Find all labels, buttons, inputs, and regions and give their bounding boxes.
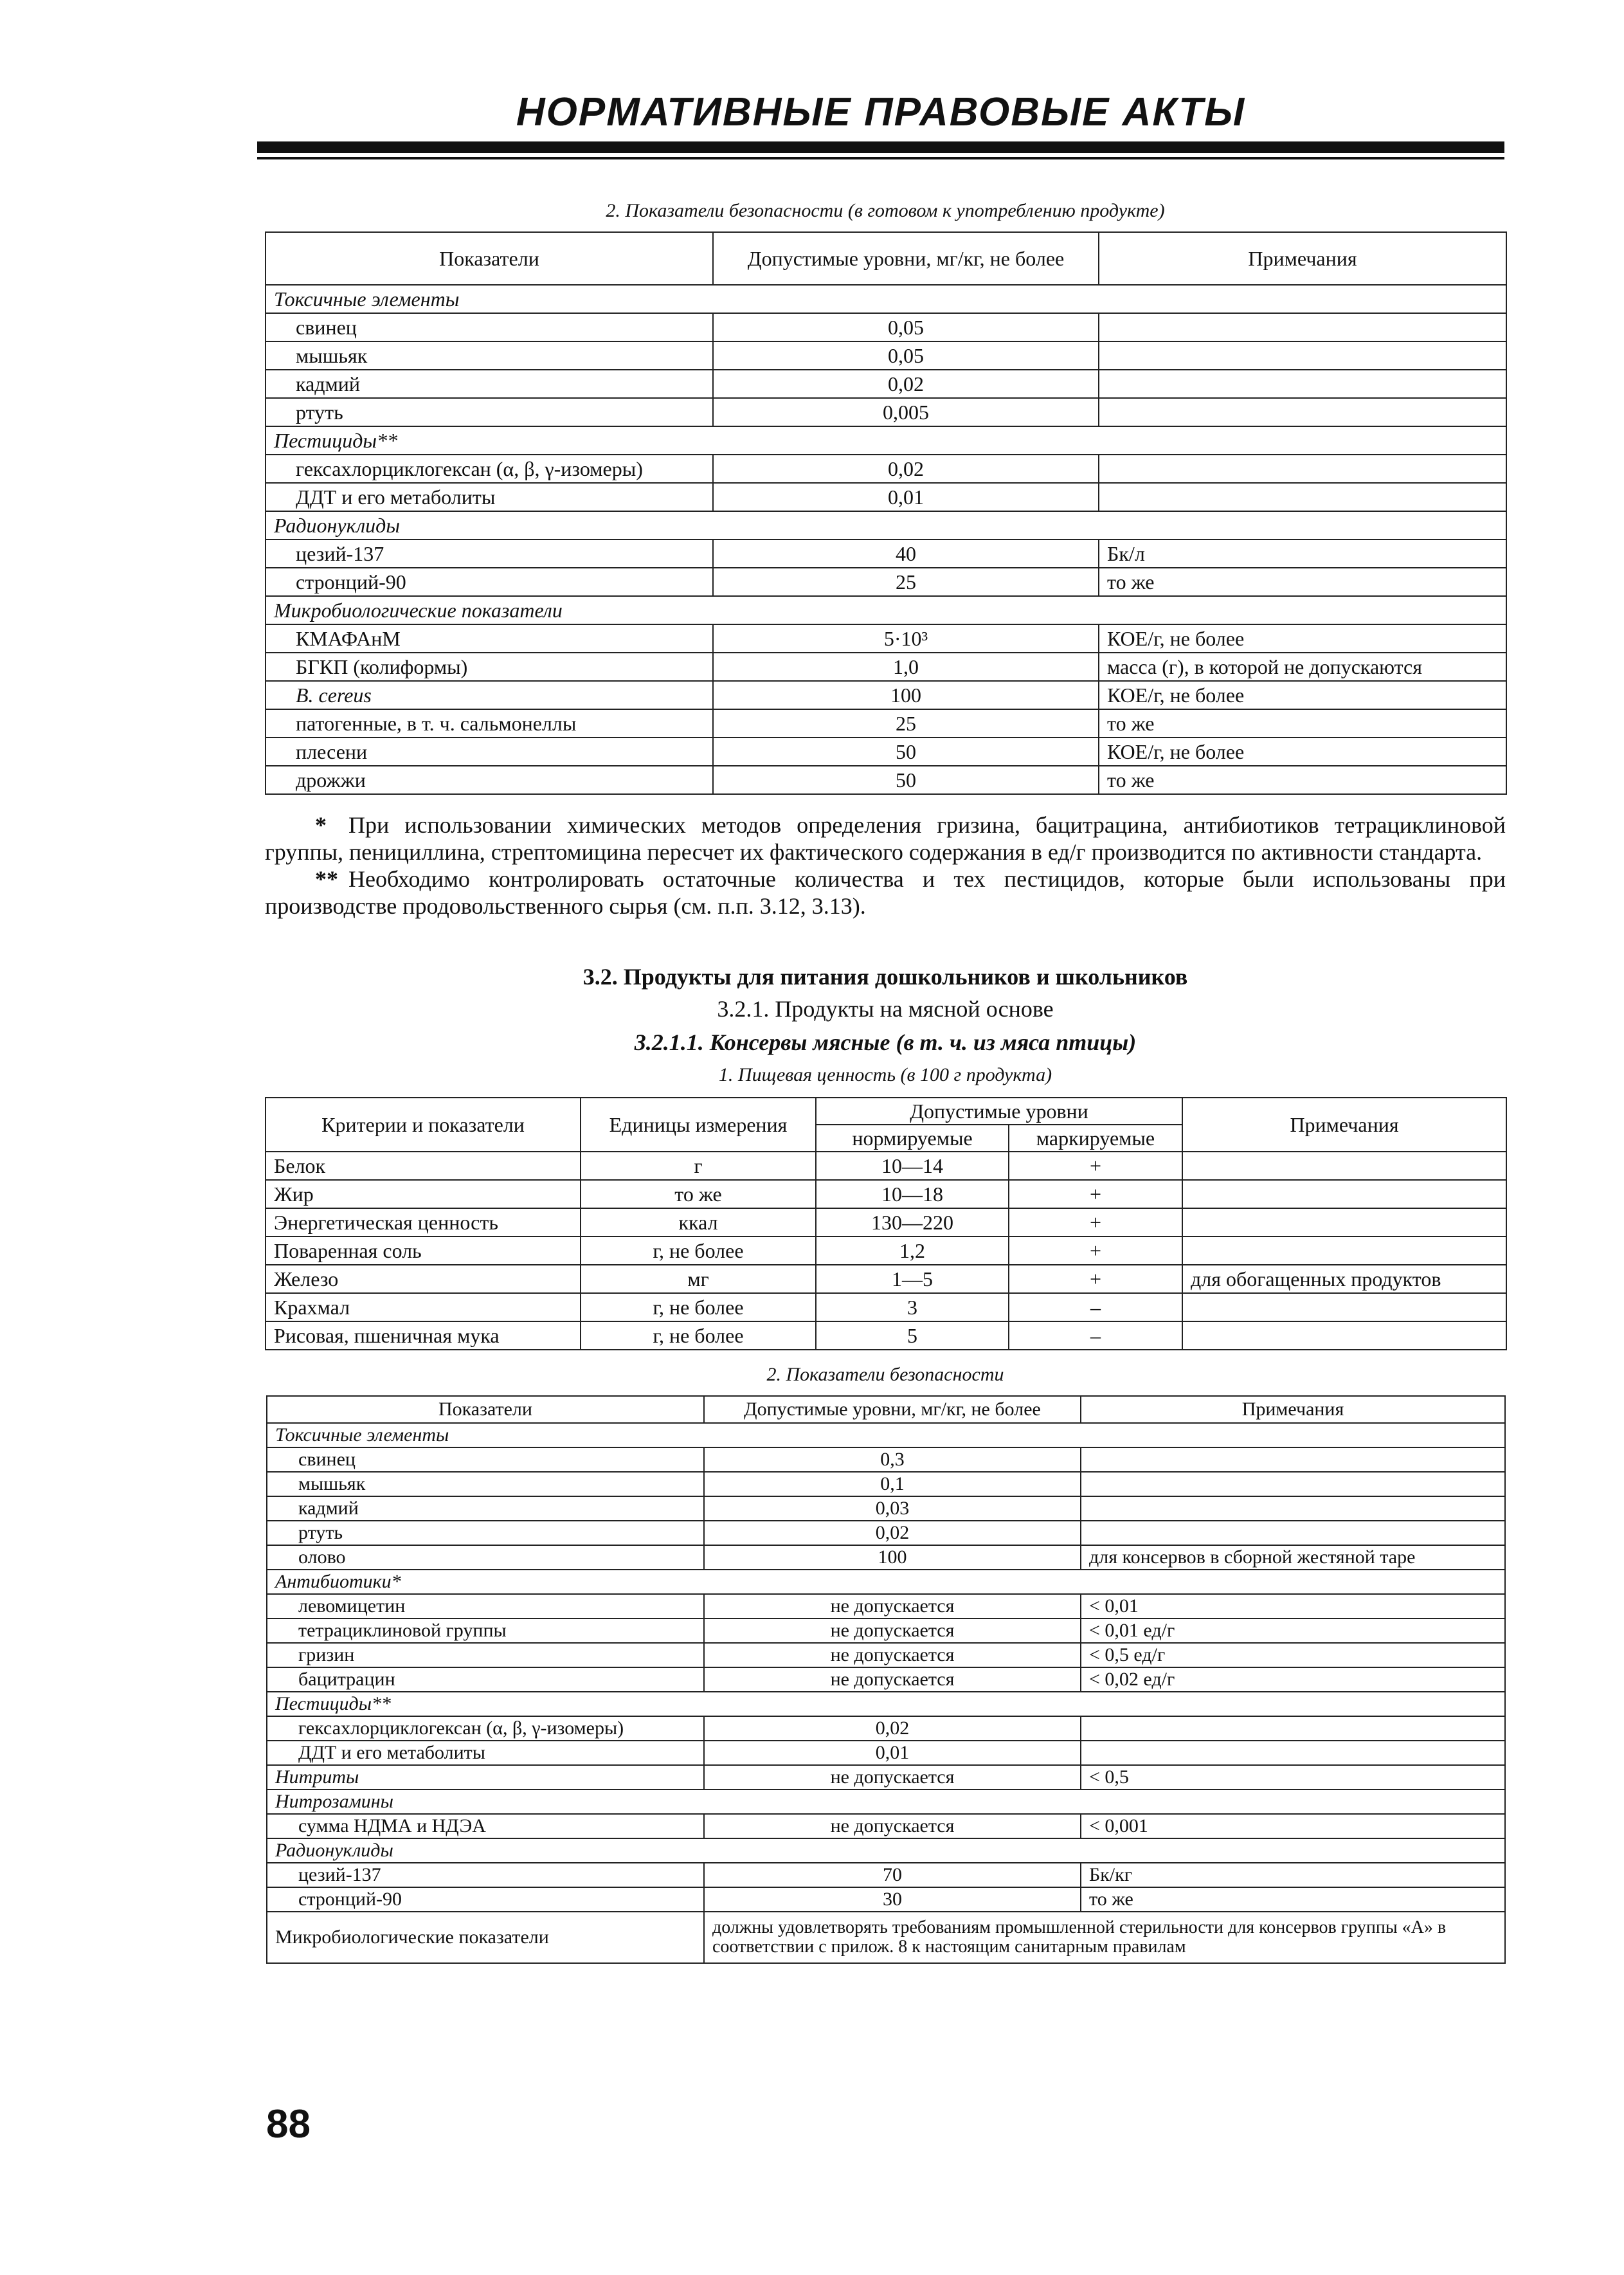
indicator-name: гризин <box>267 1643 704 1667</box>
note-value: то же <box>1099 709 1506 738</box>
labeled-value: – <box>1009 1321 1182 1350</box>
table-row <box>267 1594 1505 1618</box>
column-header-indicator: Показатели <box>267 1396 704 1423</box>
normalized-value: 1,2 <box>816 1237 1009 1265</box>
indicator-name: сумма НДМА и НДЭА <box>267 1814 704 1838</box>
indicator-name: левомицетин <box>267 1594 704 1618</box>
indicator-name: патогенные, в т. ч. сальмонеллы <box>266 709 713 738</box>
level-value: не допускается <box>704 1765 1081 1790</box>
indicator-name: цезий-137 <box>266 539 713 568</box>
header-rule <box>257 141 1504 153</box>
indicator-name: стронций-90 <box>266 568 713 596</box>
criteria-name: Поваренная соль <box>266 1237 581 1265</box>
table-row <box>266 1293 1506 1321</box>
section-label: Микробиологические показатели <box>266 596 1506 624</box>
section-row <box>266 426 1506 455</box>
note-value: < 0,01 ед/г <box>1081 1618 1505 1643</box>
indicator-name: гексахлорциклогексан (α, β, γ-изомеры) <box>267 1716 704 1741</box>
level-value: 0,05 <box>713 313 1099 341</box>
table-row <box>267 1521 1505 1545</box>
level-value: не допускается <box>704 1594 1081 1618</box>
level-value: 30 <box>704 1887 1081 1912</box>
table-row <box>266 653 1506 681</box>
table-row <box>266 1180 1506 1208</box>
footnote-1 <box>265 811 1506 866</box>
note-value: Бк/л <box>1099 539 1506 568</box>
table2-caption: 1. Пищевая ценность (в 100 г продукта) <box>718 1064 1052 1085</box>
section-row <box>267 1765 1505 1790</box>
note-value <box>1182 1152 1506 1180</box>
note-value: < 0,001 <box>1081 1814 1505 1838</box>
level-value: 0,005 <box>713 398 1099 426</box>
table-header-row <box>267 1396 1505 1423</box>
criteria-name: Рисовая, пшеничная мука <box>266 1321 581 1350</box>
labeled-value: + <box>1009 1265 1182 1293</box>
note-value: < 0,01 <box>1081 1594 1505 1618</box>
table-row <box>267 1863 1505 1887</box>
section-label: Токсичные элементы <box>267 1423 1505 1447</box>
criteria-name: Белок <box>266 1152 581 1180</box>
table-row <box>267 1716 1505 1741</box>
indicator-name: БГКП (колиформы) <box>266 653 713 681</box>
note-value <box>1099 455 1506 483</box>
level-value: 0,02 <box>713 370 1099 398</box>
level-value: 100 <box>713 681 1099 709</box>
level-value: 25 <box>713 709 1099 738</box>
normalized-value: 5 <box>816 1321 1009 1350</box>
section-label: Антибиотики* <box>267 1570 1505 1594</box>
note-value <box>1099 370 1506 398</box>
level-value: 0,1 <box>704 1472 1081 1496</box>
note-value: < 0,5 ед/г <box>1081 1643 1505 1667</box>
level-value: 0,02 <box>713 455 1099 483</box>
criteria-name: Крахмал <box>266 1293 581 1321</box>
nutrition-table <box>265 1097 1507 1350</box>
note-value: то же <box>1099 568 1506 596</box>
note-value <box>1099 341 1506 370</box>
indicator-name: кадмий <box>267 1496 704 1521</box>
table-row <box>266 483 1506 511</box>
note-value: то же <box>1099 766 1506 794</box>
table-row <box>266 766 1506 794</box>
note-value: то же <box>1081 1887 1505 1912</box>
note-value <box>1081 1741 1505 1765</box>
unit-value: г, не более <box>581 1293 816 1321</box>
indicator-name: дрожжи <box>266 766 713 794</box>
indicator-name: стронций-90 <box>267 1887 704 1912</box>
table-row <box>266 341 1506 370</box>
section-row <box>267 1838 1505 1863</box>
labeled-value: + <box>1009 1180 1182 1208</box>
level-value: 0,3 <box>704 1447 1081 1472</box>
note-value <box>1081 1496 1505 1521</box>
level-value: 0,05 <box>713 341 1099 370</box>
labeled-value: – <box>1009 1293 1182 1321</box>
note-value <box>1182 1237 1506 1265</box>
table-row <box>267 1618 1505 1643</box>
indicator-name: цезий-137 <box>267 1863 704 1887</box>
level-value: не допускается <box>704 1643 1081 1667</box>
indicator-name: ДДТ и его метаболиты <box>267 1741 704 1765</box>
column-header-notes: Примечания <box>1099 232 1506 285</box>
table-row <box>266 1265 1506 1293</box>
indicator-name: олово <box>267 1545 704 1570</box>
note-value: < 0,5 <box>1081 1765 1505 1790</box>
level-value: 5·10³ <box>713 624 1099 653</box>
indicator-name: Микробиологические показатели <box>267 1912 704 1963</box>
table-row <box>266 738 1506 766</box>
column-header-criteria: Критерии и показатели <box>266 1098 581 1152</box>
table-row <box>267 1667 1505 1692</box>
section-label: Нитрозамины <box>267 1790 1505 1814</box>
column-header-level: Допустимые уровни, мг/кг, не более <box>713 232 1099 285</box>
subsubsection-heading: 3.2.1.1. Консервы мясные (в т. ч. из мяса птицы) <box>634 1029 1137 1055</box>
section-row <box>266 285 1506 313</box>
table-row <box>267 1545 1505 1570</box>
footnote-1-mark: * <box>315 812 327 838</box>
section-label: Радионуклиды <box>267 1838 1505 1863</box>
criteria-name: Жир <box>266 1180 581 1208</box>
table-row <box>266 1321 1506 1350</box>
section-row <box>267 1423 1505 1447</box>
indicator-name: ртуть <box>267 1521 704 1545</box>
note-value <box>1081 1521 1505 1545</box>
section-label: Радионуклиды <box>266 511 1506 539</box>
unit-value: г <box>581 1152 816 1180</box>
note-value: для консервов в сборной жестяной таре <box>1081 1545 1505 1570</box>
unit-value: мг <box>581 1265 816 1293</box>
table-row <box>266 709 1506 738</box>
criteria-name: Железо <box>266 1265 581 1293</box>
note-value <box>1081 1472 1505 1496</box>
note-value: масса (г), в которой не допускаются <box>1099 653 1506 681</box>
note-value <box>1182 1321 1506 1350</box>
level-value: 0,02 <box>704 1521 1081 1545</box>
page-title: НОРМАТИВНЫЕ ПРАВОВЫЕ АКТЫ <box>516 90 1246 134</box>
note-value: КОЕ/г, не более <box>1099 624 1506 653</box>
header-rule-thin <box>257 157 1504 159</box>
note-value: Бк/кг <box>1081 1863 1505 1887</box>
table-row <box>266 370 1506 398</box>
footnote-2-text: Необходимо контролировать остаточные количества и тех пестицидов, которые были использованы при производстве продовольственного сырья (см. п.п. 3.12, 3.13). <box>265 866 1506 919</box>
labeled-value: + <box>1009 1208 1182 1237</box>
level-value: 25 <box>713 568 1099 596</box>
level-value: 0,01 <box>704 1741 1081 1765</box>
table-row <box>266 568 1506 596</box>
table-row <box>267 1496 1505 1521</box>
column-header-levels: Допустимые уровни <box>816 1098 1182 1125</box>
table-row <box>267 1447 1505 1472</box>
normalized-value: 130—220 <box>816 1208 1009 1237</box>
footnote-2 <box>265 866 1506 920</box>
note-value <box>1182 1208 1506 1237</box>
table-row <box>266 624 1506 653</box>
table-row <box>266 398 1506 426</box>
table-header-row <box>266 232 1506 285</box>
column-header-units: Единицы измерения <box>581 1098 816 1152</box>
level-value: 40 <box>713 539 1099 568</box>
level-value: 100 <box>704 1545 1081 1570</box>
indicator-name: мышьяк <box>267 1472 704 1496</box>
table-header-row <box>266 1098 1506 1125</box>
indicator-name: ДДТ и его метаболиты <box>266 483 713 511</box>
note-value <box>1081 1716 1505 1741</box>
indicator-name: плесени <box>266 738 713 766</box>
column-header-labeled: маркируемые <box>1009 1125 1182 1152</box>
table-row <box>267 1741 1505 1765</box>
section-row <box>267 1790 1505 1814</box>
note-value <box>1099 398 1506 426</box>
level-value: 0,01 <box>713 483 1099 511</box>
footnote-2-mark: ** <box>315 866 338 892</box>
note-value <box>1099 483 1506 511</box>
labeled-value: + <box>1009 1237 1182 1265</box>
column-header-notes: Примечания <box>1081 1396 1505 1423</box>
page-header <box>257 90 1504 159</box>
table3-caption: 2. Показатели безопасности <box>766 1364 1004 1385</box>
note-value: должны удовлетворять требованиям промышленной стерильности для консервов группы «А» в соответствии с прилож. 8 к настоящим санитарным правилам <box>704 1912 1505 1963</box>
level-value: 50 <box>713 738 1099 766</box>
footnote-1-text: При использовании химических методов определения гризина, бацитрацина, антибиотиков тетрациклиновой группы, пенициллина, стрептомицина пересчет их фактического содержания в ед/г производится по активности стандарта. <box>265 812 1506 865</box>
normalized-value: 10—18 <box>816 1180 1009 1208</box>
table-row <box>266 539 1506 568</box>
unit-value: г, не более <box>581 1321 816 1350</box>
section-label: Пестициды** <box>266 426 1506 455</box>
unit-value: ккал <box>581 1208 816 1237</box>
criteria-name: Энергетическая ценность <box>266 1208 581 1237</box>
level-value: 1,0 <box>713 653 1099 681</box>
section-row <box>267 1692 1505 1716</box>
table-row <box>267 1643 1505 1667</box>
table-row <box>266 313 1506 341</box>
normalized-value: 1—5 <box>816 1265 1009 1293</box>
level-value: не допускается <box>704 1618 1081 1643</box>
section-heading: 3.2. Продукты для питания дошкольников и школьников <box>582 964 1188 990</box>
section-row <box>266 596 1506 624</box>
note-value: для обогащенных продуктов <box>1182 1265 1506 1293</box>
table-row <box>267 1814 1505 1838</box>
unit-value: то же <box>581 1180 816 1208</box>
section-label: Нитриты <box>267 1765 704 1790</box>
safety-table-canned-meat <box>266 1395 1506 1964</box>
labeled-value: + <box>1009 1152 1182 1180</box>
level-value: не допускается <box>704 1667 1081 1692</box>
footnotes <box>265 811 1506 920</box>
indicator-name: мышьяк <box>266 341 713 370</box>
note-value <box>1182 1293 1506 1321</box>
subsection-heading: 3.2.1. Продукты на мясной основе <box>717 996 1054 1022</box>
level-value: 70 <box>704 1863 1081 1887</box>
unit-value: г, не более <box>581 1237 816 1265</box>
note-value: КОЕ/г, не более <box>1099 738 1506 766</box>
section-row <box>266 511 1506 539</box>
table-row <box>266 681 1506 709</box>
column-header-level: Допустимые уровни, мг/кг, не более <box>704 1396 1081 1423</box>
note-value <box>1099 313 1506 341</box>
table-row <box>267 1912 1505 1963</box>
indicator-name: КМАФАнМ <box>266 624 713 653</box>
table-row <box>266 455 1506 483</box>
indicator-name: кадмий <box>266 370 713 398</box>
level-value: 0,02 <box>704 1716 1081 1741</box>
table-row <box>266 1152 1506 1180</box>
indicator-name: свинец <box>266 313 713 341</box>
indicator-name: свинец <box>267 1447 704 1472</box>
column-header-indicator: Показатели <box>266 232 713 285</box>
normalized-value: 10—14 <box>816 1152 1009 1180</box>
indicator-name: ртуть <box>266 398 713 426</box>
note-value: КОЕ/г, не более <box>1099 681 1506 709</box>
column-header-notes: Примечания <box>1182 1098 1506 1152</box>
note-value: < 0,02 ед/г <box>1081 1667 1505 1692</box>
indicator-name: B. cereus <box>266 681 713 709</box>
indicator-name: гексахлорциклогексан (α, β, γ-изомеры) <box>266 455 713 483</box>
page-number: 88 <box>266 2102 311 2146</box>
section-row <box>267 1570 1505 1594</box>
section-label: Токсичные элементы <box>266 285 1506 313</box>
table1-caption: 2. Показатели безопасности (в готовом к употреблению продукте) <box>606 200 1165 221</box>
indicator-name: тетрациклиновой группы <box>267 1618 704 1643</box>
table-row <box>266 1208 1506 1237</box>
level-value: 0,03 <box>704 1496 1081 1521</box>
note-value <box>1081 1447 1505 1472</box>
level-value: не допускается <box>704 1814 1081 1838</box>
safety-table-ready-product <box>265 231 1507 795</box>
normalized-value: 3 <box>816 1293 1009 1321</box>
level-value: 50 <box>713 766 1099 794</box>
table-row <box>267 1472 1505 1496</box>
indicator-name: бацитрацин <box>267 1667 704 1692</box>
table-row <box>266 1237 1506 1265</box>
table-row <box>267 1887 1505 1912</box>
note-value <box>1182 1180 1506 1208</box>
section-label: Пестициды** <box>267 1692 1505 1716</box>
column-header-normalized: нормируемые <box>816 1125 1009 1152</box>
